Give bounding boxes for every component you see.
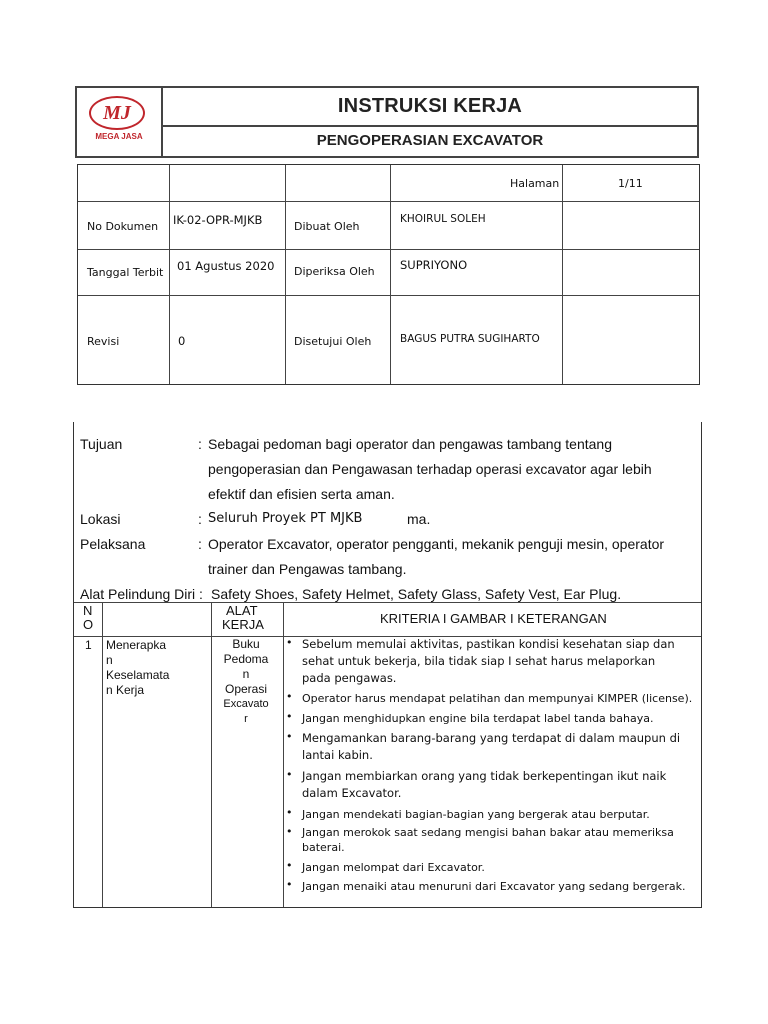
bullet: • bbox=[286, 825, 293, 838]
no-dokumen-label: No Dokumen bbox=[87, 220, 159, 233]
col-divider bbox=[562, 165, 563, 384]
task-line: n Kerja bbox=[106, 683, 145, 697]
alat-line: r bbox=[244, 713, 248, 725]
pelaksana-label: Pelaksana bbox=[80, 536, 146, 552]
tanggal-label: Tanggal Terbit bbox=[87, 266, 164, 279]
col-divider bbox=[102, 602, 103, 907]
row-no: 1 bbox=[85, 638, 92, 652]
pelaksana-colon: : bbox=[198, 536, 202, 552]
header-kriteria: KRITERIA I GAMBAR I KETERANGAN bbox=[380, 611, 607, 626]
diperiksa-label: Diperiksa Oleh bbox=[294, 265, 375, 278]
dibuat-value: KHOIRUL SOLEH bbox=[400, 213, 486, 225]
col-divider bbox=[283, 602, 284, 907]
row-divider bbox=[78, 201, 699, 202]
pelaksana-line-2: trainer dan Pengawas tambang. bbox=[208, 561, 407, 577]
tujuan-line-3: efektif dan efisien serta aman. bbox=[208, 486, 395, 502]
lokasi-colon: : bbox=[198, 511, 202, 527]
task-line: n bbox=[106, 653, 113, 667]
diperiksa-value: SUPRIYONO bbox=[400, 258, 468, 272]
tujuan-line-1: Sebagai pedoman bagi operator dan pengawas tambang tentang bbox=[208, 436, 612, 452]
apd-label: Alat Pelindung Diri : bbox=[80, 586, 203, 602]
logo-cell bbox=[77, 88, 163, 156]
document-title: INSTRUKSI KERJA bbox=[337, 95, 523, 117]
pelaksana-line-1: Operator Excavator, operator pengganti, mekanik penguji mesin, operator bbox=[208, 536, 665, 552]
header-no-2: O bbox=[83, 617, 94, 632]
header-no-1: N bbox=[83, 603, 93, 618]
title-cell bbox=[163, 88, 697, 127]
header-alat-1: ALAT bbox=[226, 603, 258, 618]
bullet: • bbox=[286, 636, 293, 649]
bullet: • bbox=[286, 768, 293, 781]
criteria-item: Operator harus mendapat pelatihan dan mempunyai KIMPER (license). bbox=[302, 692, 693, 705]
bullet: • bbox=[286, 730, 293, 743]
document-header bbox=[75, 86, 699, 158]
alat-line: Pedoma bbox=[223, 652, 269, 666]
bullet: • bbox=[286, 878, 293, 891]
alat-line: Operasi bbox=[224, 682, 268, 696]
disetujui-label: Disetujui Oleh bbox=[294, 335, 372, 348]
revisi-label: Revisi bbox=[87, 335, 120, 348]
no-dokumen-value: IK-02-OPR-MJKB bbox=[173, 213, 263, 227]
bullet: • bbox=[286, 806, 293, 819]
alat-line: Excavato bbox=[223, 698, 269, 710]
disetujui-value: BAGUS PUTRA SUGIHARTO bbox=[400, 333, 540, 345]
document-info-table bbox=[77, 164, 700, 385]
lokasi-label: Lokasi bbox=[80, 511, 121, 527]
row-divider bbox=[78, 295, 699, 296]
logo-initials: MJ bbox=[103, 102, 131, 124]
criteria-item: Jangan menaiki atau menuruni dari Excavator yang sedang bergerak. bbox=[302, 880, 686, 893]
document-subtitle: PENGOPERASIAN EXCAVATOR bbox=[316, 132, 544, 149]
col-divider bbox=[390, 165, 391, 384]
row-divider bbox=[78, 249, 699, 250]
header-top-border bbox=[74, 602, 701, 603]
halaman-value: 1/11 bbox=[618, 177, 643, 190]
apd-value: Safety Shoes, Safety Helmet, Safety Glass, Safety Vest, Ear Plug. bbox=[211, 586, 622, 602]
alat-line: n bbox=[242, 667, 250, 681]
bullet: • bbox=[286, 690, 293, 703]
criteria-item: Jangan mendekati bagian-bagian yang bergerak atau berputar. bbox=[302, 808, 650, 821]
task-line: Keselamata bbox=[106, 668, 170, 682]
row-alat bbox=[211, 637, 281, 727]
tanggal-value: 01 Agustus 2020 bbox=[177, 259, 275, 273]
lokasi-value: Seluruh Proyek PT MJKB bbox=[208, 511, 363, 526]
company-logo bbox=[89, 96, 145, 130]
criteria-item: Mengamankan barang-barang yang terdapat di dalam maupun di lantai kabin. bbox=[302, 731, 681, 762]
tujuan-label: Tujuan bbox=[80, 436, 123, 452]
criteria-item: Jangan melompat dari Excavator. bbox=[302, 861, 485, 874]
alat-line: Buku bbox=[232, 637, 260, 651]
header-alat-2: KERJA bbox=[222, 617, 264, 632]
criteria-item: Jangan merokok saat sedang mengisi bahan bakar atau memeriksa baterai. bbox=[302, 826, 674, 854]
criteria-item: Jangan menghidupkan engine bila terdapat label tanda bahaya. bbox=[302, 712, 654, 725]
criteria-item: Jangan membiarkan orang yang tidak berkepentingan ikut naik dalam Excavator. bbox=[302, 769, 667, 800]
revisi-value: 0 bbox=[178, 334, 186, 348]
col-divider bbox=[285, 165, 286, 384]
tujuan-colon: : bbox=[198, 436, 202, 452]
task-line: Menerapka bbox=[106, 638, 167, 652]
halaman-label: Halaman bbox=[510, 177, 560, 190]
tujuan-line-2: pengoperasian dan Pengawasan terhadap operasi excavator agar lebih bbox=[208, 461, 652, 477]
subtitle-cell bbox=[163, 125, 697, 156]
col-divider bbox=[169, 165, 170, 384]
row-task bbox=[106, 638, 176, 698]
logo-company-name: MEGA JASA bbox=[95, 132, 143, 141]
bullet: • bbox=[286, 859, 293, 872]
criteria-item: Sebelum memulai aktivitas, pastikan kondisi kesehatan siap dan sehat untuk bekerja, bila tidak siap I sehat harus melaporkan pada pengawas. bbox=[302, 637, 675, 685]
lokasi-suffix: ma. bbox=[407, 511, 431, 527]
dibuat-label: Dibuat Oleh bbox=[294, 220, 360, 233]
bullet: • bbox=[286, 710, 293, 723]
